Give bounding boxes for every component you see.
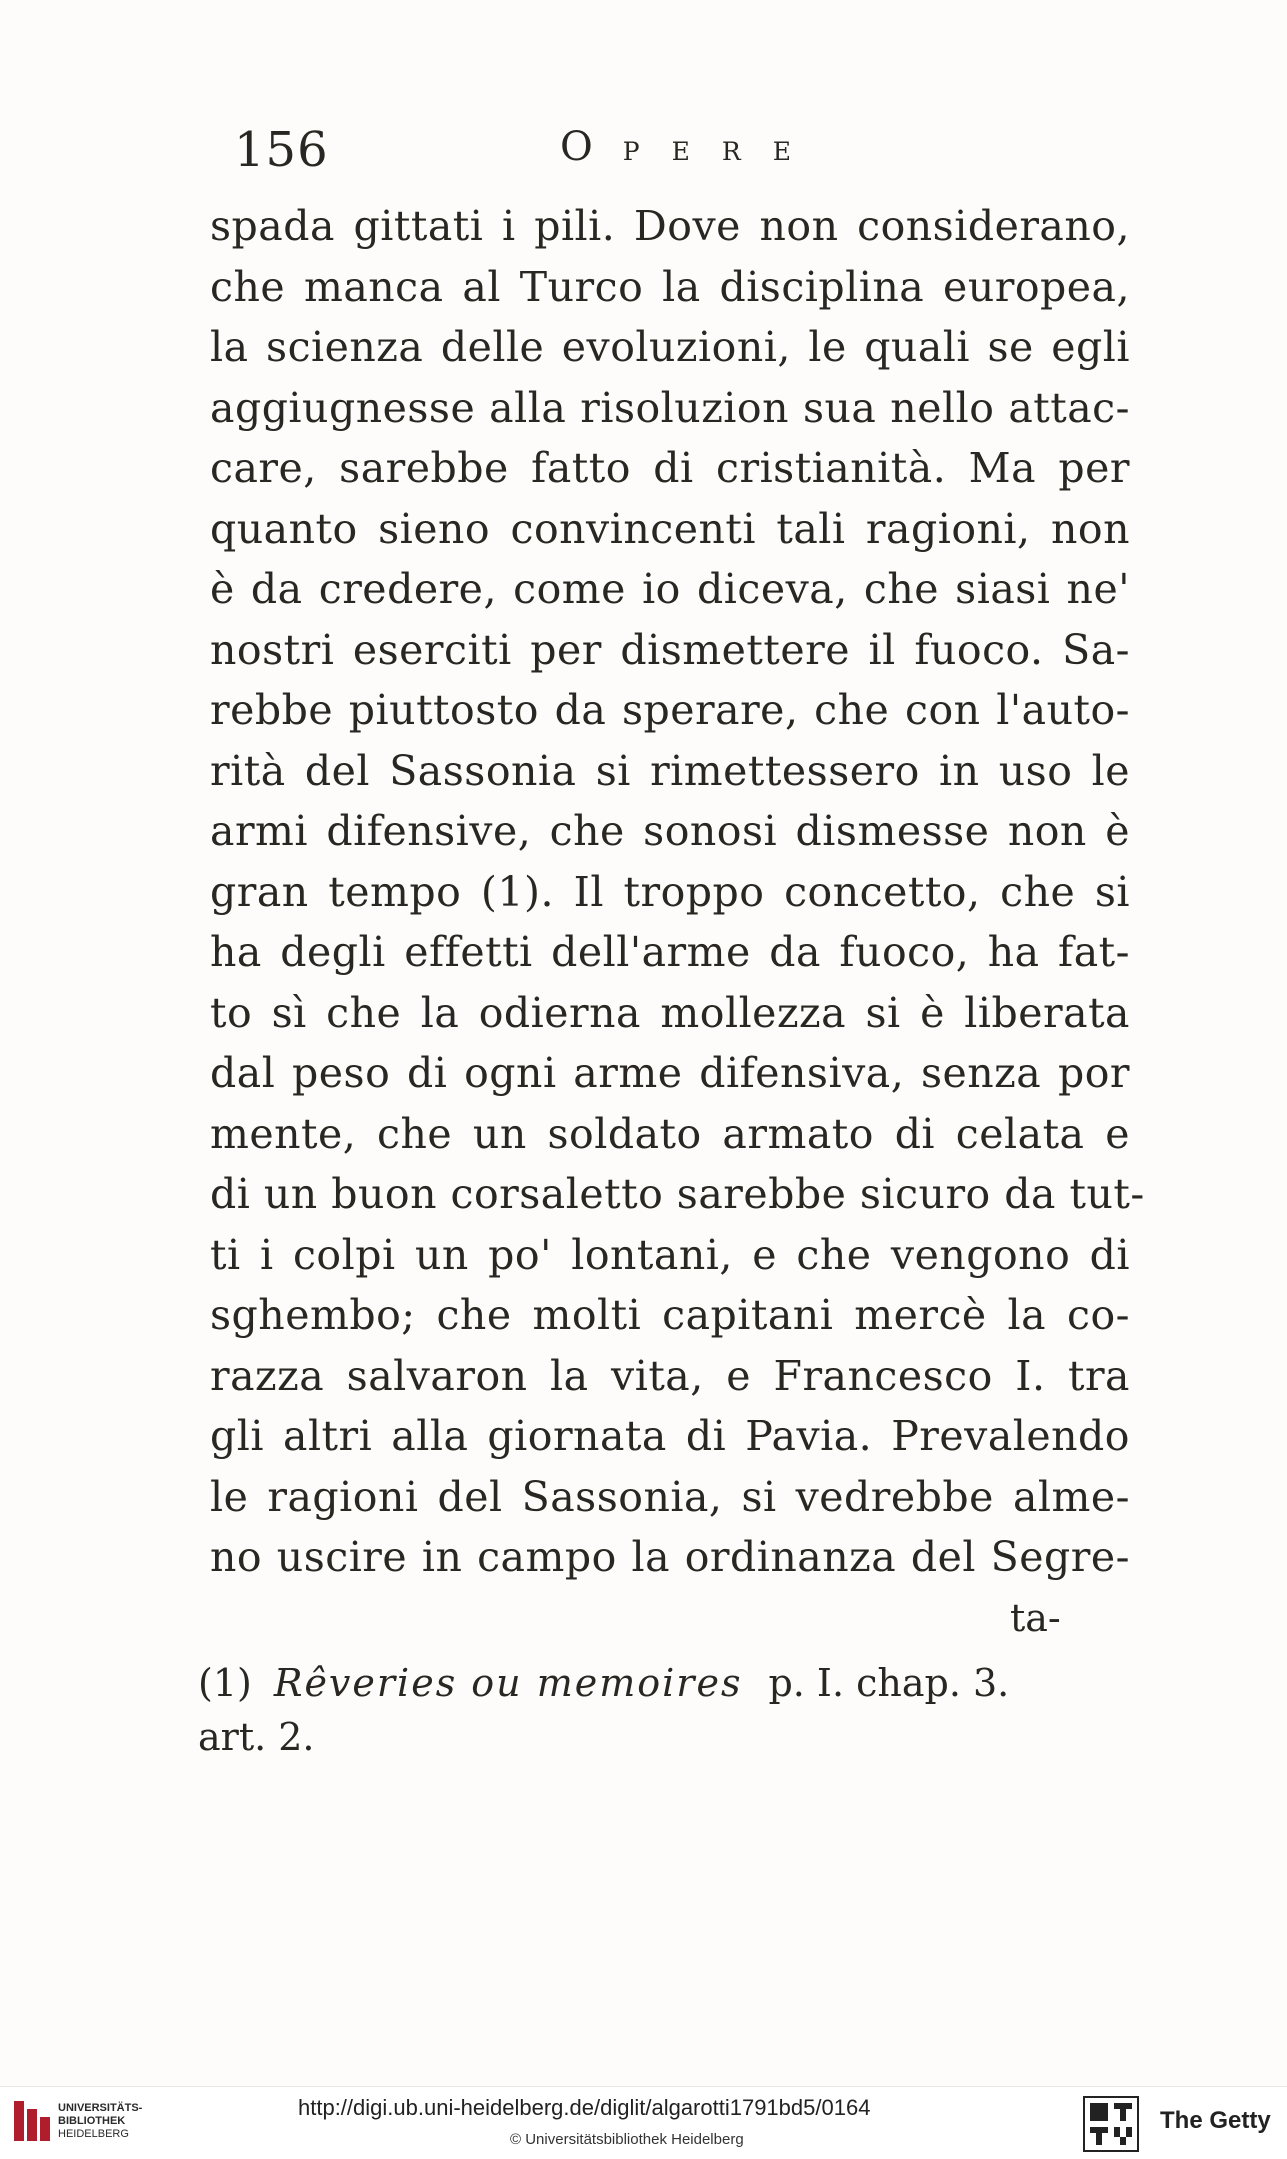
text-line: spada gittati i pili. Dove non considerano, bbox=[210, 202, 1130, 250]
running-title bbox=[560, 124, 823, 170]
university-library-logo[interactable] bbox=[14, 2101, 142, 2141]
copyright-notice: © Universitätsbibliothek Heidelberg bbox=[510, 2131, 744, 2148]
text-line: rebbe piuttosto da sperare, che con l'auto- bbox=[210, 686, 1130, 734]
text-line: gran tempo (1). Il troppo concetto, che si bbox=[210, 867, 1130, 916]
text-line: che manca al Turco la disciplina europea, bbox=[210, 262, 1130, 311]
text-line: rità del Sassonia si rimettessero in uso le bbox=[210, 746, 1130, 795]
text-line: razza salvaron la vita, e Francesco I. tra bbox=[210, 1351, 1130, 1400]
partner-name: The Getty bbox=[1160, 2107, 1271, 2134]
library-name-line: BIBLIOTHEK bbox=[58, 2114, 126, 2127]
text-line: sghembo; che molti capitani mercè la co- bbox=[210, 1291, 1130, 1339]
text-line: di un buon corsaletto sarebbe sicuro da tut- bbox=[210, 1170, 1145, 1218]
text-line: ti i colpi un po' lontani, e che vengono di bbox=[210, 1230, 1130, 1279]
text-line: è da credere, come io diceva, che siasi ne' bbox=[210, 565, 1130, 613]
text-line: to sì che la odierna mollezza si è liberata bbox=[210, 988, 1130, 1037]
text-line: quanto sieno convincenti tali ragioni, non bbox=[210, 504, 1130, 553]
text-line: aggiugnesse alla risoluzion sua nello attac- bbox=[210, 383, 1130, 432]
footnote-continuation: art. 2. bbox=[198, 1715, 315, 1759]
page-number: 156 bbox=[234, 122, 329, 178]
running-title-initial: O bbox=[560, 124, 623, 170]
text-line: dal peso di ogni arme difensiva, senza por bbox=[210, 1049, 1130, 1097]
library-name bbox=[58, 2102, 142, 2141]
text-line: care, sarebbe fatto di cristianità. Ma per bbox=[210, 444, 1130, 492]
text-line: nostri eserciti per dismettere il fuoco. Sa- bbox=[210, 625, 1130, 674]
footer-bar bbox=[0, 2086, 1287, 2159]
text-line: gli altri alla giornata di Pavia. Prevalendo bbox=[210, 1412, 1130, 1460]
catchword: ta- bbox=[1010, 1596, 1061, 1640]
text-line: la scienza delle evoluzioni, le quali se egli bbox=[210, 323, 1130, 371]
text-line: no uscire in campo la ordinanza del Segre- bbox=[210, 1533, 1130, 1581]
text-line: ha degli effetti dell'arme da fuoco, ha fat- bbox=[210, 928, 1130, 976]
footnote bbox=[198, 1656, 1128, 1764]
running-title-rest: PERE bbox=[622, 137, 823, 166]
library-name-line: HEIDELBERG bbox=[58, 2127, 129, 2140]
permalink-url[interactable]: http://digi.ub.uni-heidelberg.de/diglit/algarotti1791bd5/0164 bbox=[298, 2095, 871, 2120]
getty-logo-icon[interactable] bbox=[1082, 2095, 1140, 2153]
text-line: mente, che un soldato armato di celata e bbox=[210, 1109, 1130, 1158]
footnote-reference: p. I. chap. 3. bbox=[768, 1661, 1010, 1705]
text-line: armi difensive, che sonosi dismesse non è bbox=[210, 807, 1130, 855]
footnote-title: Rêveries ou memoires bbox=[273, 1661, 743, 1705]
body-text bbox=[210, 196, 1145, 1588]
library-logo-icon bbox=[14, 2101, 50, 2141]
library-name-line: UNIVERSITÄTS- bbox=[58, 2101, 143, 2114]
page-header bbox=[234, 122, 1154, 192]
text-line: le ragioni del Sassonia, si vedrebbe alme- bbox=[210, 1472, 1130, 1521]
footnote-mark: (1) bbox=[198, 1661, 252, 1705]
